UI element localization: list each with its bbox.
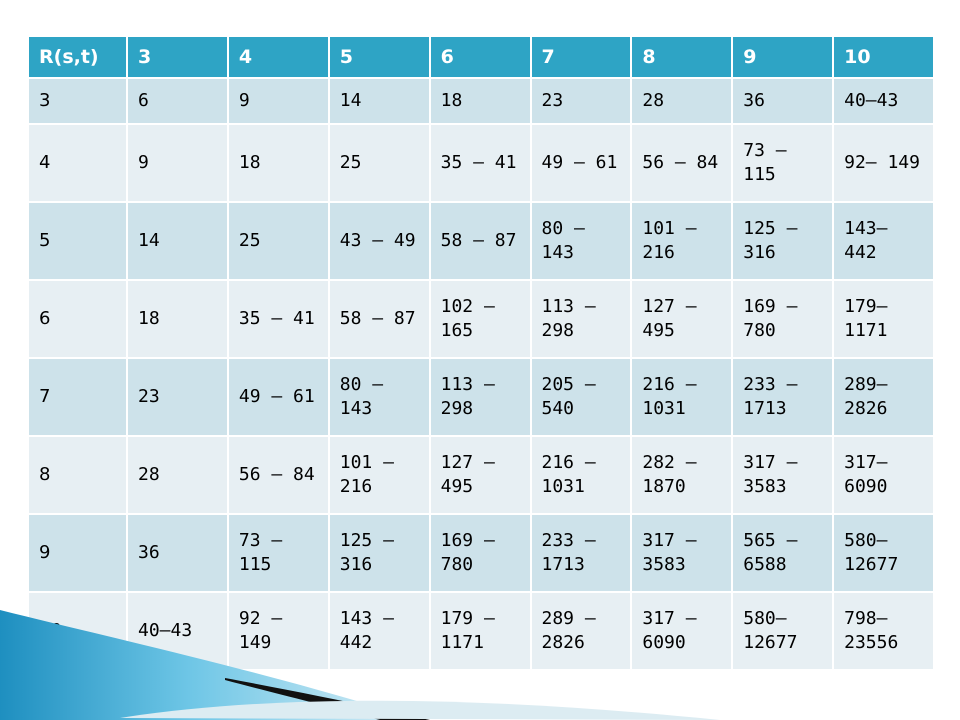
table-cell: 23 <box>127 358 228 436</box>
column-header: 3 <box>127 36 228 78</box>
row-header: 5 <box>28 202 127 280</box>
table-cell: 6 <box>127 78 228 124</box>
table-cell: 14 <box>329 78 430 124</box>
table-cell: 43 – 49 <box>329 202 430 280</box>
table-cell: 36 <box>732 78 833 124</box>
table-cell: 25 <box>329 124 430 202</box>
table-cell: 92– 149 <box>833 124 934 202</box>
table-cell: 18 <box>430 78 531 124</box>
row-header: 4 <box>28 124 127 202</box>
column-header: 4 <box>228 36 329 78</box>
row-header: 6 <box>28 280 127 358</box>
table-cell: 113 – 298 <box>531 280 632 358</box>
table-row <box>28 280 934 358</box>
table-cell: 125 – 316 <box>329 514 430 592</box>
table-cell: 9 <box>127 124 228 202</box>
header-row <box>28 36 934 78</box>
table-cell: 289– 2826 <box>833 358 934 436</box>
table-row <box>28 124 934 202</box>
table-cell: 580– 12677 <box>732 592 833 670</box>
row-header: 3 <box>28 78 127 124</box>
table-cell: 233 – 1713 <box>732 358 833 436</box>
decorative-swoosh <box>0 600 960 720</box>
table-cell: 317– 6090 <box>833 436 934 514</box>
column-header: 7 <box>531 36 632 78</box>
row-header: 7 <box>28 358 127 436</box>
column-header: 10 <box>833 36 934 78</box>
column-header: 6 <box>430 36 531 78</box>
table-cell: 233 – 1713 <box>531 514 632 592</box>
table-cell: 23 <box>531 78 632 124</box>
table-cell: 565 – 6588 <box>732 514 833 592</box>
table-cell: 14 <box>127 202 228 280</box>
corner-header: R(s,t) <box>28 36 127 78</box>
table-cell: 40–43 <box>833 78 934 124</box>
table-cell: 205 – 540 <box>531 358 632 436</box>
table-cell: 40–43 <box>127 592 228 670</box>
table-cell: 102 – 165 <box>430 280 531 358</box>
table-cell: 169 – 780 <box>732 280 833 358</box>
ramsey-numbers-table <box>27 35 935 671</box>
table-cell: 73 – 115 <box>732 124 833 202</box>
table-cell: 127 – 495 <box>631 280 732 358</box>
row-header: 9 <box>28 514 127 592</box>
row-header: 8 <box>28 436 127 514</box>
table-cell: 49 – 61 <box>228 358 329 436</box>
table-cell: 58 – 87 <box>329 280 430 358</box>
table-cell: 317 – 3583 <box>732 436 833 514</box>
table-cell: 73 – 115 <box>228 514 329 592</box>
table-cell: 282 – 1870 <box>631 436 732 514</box>
table-cell: 28 <box>631 78 732 124</box>
table-cell: 49 – 61 <box>531 124 632 202</box>
table-cell: 56 – 84 <box>228 436 329 514</box>
table-cell: 18 <box>228 124 329 202</box>
table-cell: 169 – 780 <box>430 514 531 592</box>
column-header: 5 <box>329 36 430 78</box>
table-cell: 18 <box>127 280 228 358</box>
table-cell: 25 <box>228 202 329 280</box>
table-cell: 101 – 216 <box>631 202 732 280</box>
table-cell: 113 – 298 <box>430 358 531 436</box>
table-cell: 125 – 316 <box>732 202 833 280</box>
table-row <box>28 358 934 436</box>
column-header: 9 <box>732 36 833 78</box>
table-row <box>28 202 934 280</box>
table-row <box>28 514 934 592</box>
table-cell: 798– 23556 <box>833 592 934 670</box>
table-cell: 101 – 216 <box>329 436 430 514</box>
table-cell: 179– 1171 <box>833 280 934 358</box>
table-cell: 216 – 1031 <box>631 358 732 436</box>
table-cell: 317 – 6090 <box>631 592 732 670</box>
table-cell: 36 <box>127 514 228 592</box>
table-cell: 143– 442 <box>833 202 934 280</box>
table-cell: 580– 12677 <box>833 514 934 592</box>
table-row <box>28 436 934 514</box>
column-header: 8 <box>631 36 732 78</box>
table-cell: 143 – 442 <box>329 592 430 670</box>
table-cell: 127 – 495 <box>430 436 531 514</box>
table-cell: 28 <box>127 436 228 514</box>
table-cell: 58 – 87 <box>430 202 531 280</box>
table-cell: 35 – 41 <box>228 280 329 358</box>
table-cell: 179 – 1171 <box>430 592 531 670</box>
table-cell: 289 – 2826 <box>531 592 632 670</box>
table-cell: 35 – 41 <box>430 124 531 202</box>
table-cell: 80 – 143 <box>531 202 632 280</box>
table-cell: 56 – 84 <box>631 124 732 202</box>
table-cell: 92 – 149 <box>228 592 329 670</box>
table-cell: 216 – 1031 <box>531 436 632 514</box>
table-cell: 317 – 3583 <box>631 514 732 592</box>
table-cell: 80 – 143 <box>329 358 430 436</box>
table-row <box>28 78 934 124</box>
table-cell: 9 <box>228 78 329 124</box>
